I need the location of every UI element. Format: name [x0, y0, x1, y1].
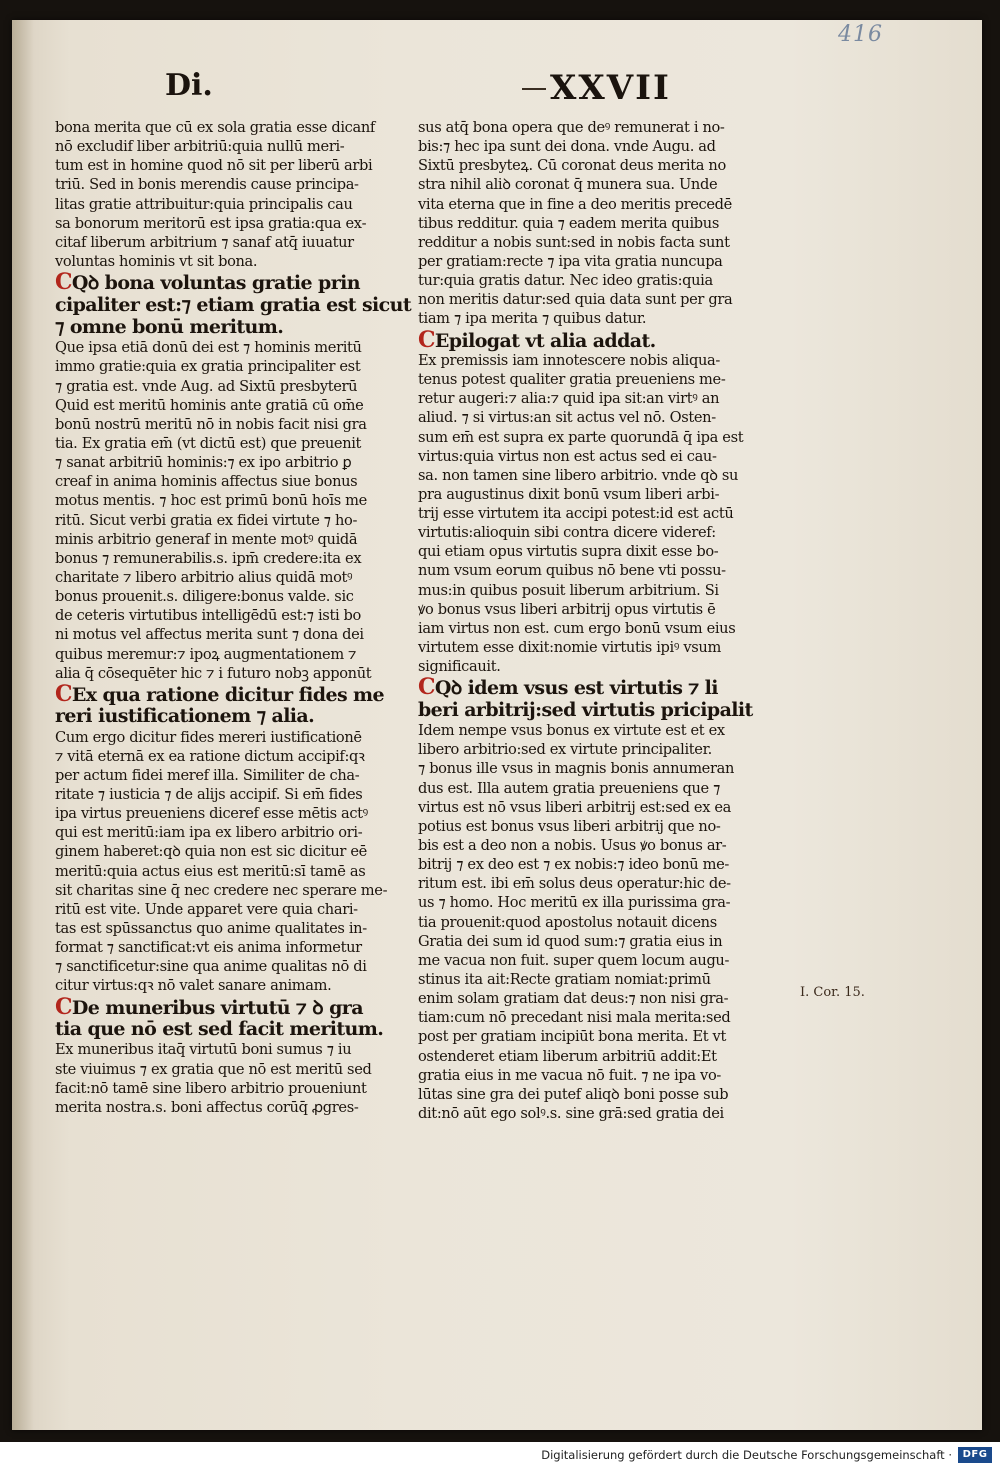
- text-line: Sixtū presbyteꝝ. Cū coronat deus merita no: [418, 157, 726, 175]
- text-line: ritū est vite. Unde apparet vere quia chari‑: [55, 900, 358, 918]
- section-heading-line: [55, 316, 425, 338]
- left-text-column: [55, 118, 425, 1117]
- text-line: citur virtus:qꝛ nō valet sanare animam.: [55, 977, 332, 995]
- section-heading-line: [55, 993, 425, 1020]
- text-line: bis est a deo non a nobis. Usus ꝟo bonus ar‑: [418, 836, 727, 854]
- text-line: tur:quia gratis datur. Nec ideo gratis:quia: [418, 272, 713, 290]
- margin-reference-note: I. Cor. 15.: [800, 985, 865, 1000]
- text-line: post per gratiam incipiūt bona merita. Et vt: [418, 1028, 726, 1046]
- rubricated-initial: C: [418, 326, 435, 353]
- heading-text: cipaliter est:⁊ etiam gratia est sicut: [55, 293, 412, 316]
- text-line: bonū nostrū meritū nō in nobis facit nisi gra: [55, 415, 367, 433]
- text-line: num vsum eorum quibus nō bene vti possu‑: [418, 562, 726, 580]
- text-line: ⁊ sanctificetur:sine qua anime qualitas nō di: [55, 958, 367, 976]
- page-number: XXVII: [550, 68, 671, 108]
- footer-bar: [0, 1442, 1000, 1469]
- section-heading-line: [418, 674, 798, 701]
- text-line: bitrij ⁊ ex deo est ⁊ ex nobis:⁊ ideo bonū me‑: [418, 856, 729, 874]
- text-line: Idem nempe vsus bonus ex virtute est et ex: [418, 722, 725, 740]
- heading-text: tia que nō est sed facit meritum.: [55, 1017, 384, 1040]
- text-line: virtutem esse dixit:nomie virtutis ipiꝰ vsum: [418, 639, 721, 657]
- text-line: pra augustinus dixit bonū vsum liberi arbi‑: [418, 485, 720, 503]
- heading-text: Epilogat vt alia addat.: [434, 329, 656, 352]
- text-line: Gratia dei sum id quod sum:⁊ gratia eius in: [418, 932, 723, 950]
- heading-text: reri iustificationem ⁊ alia.: [55, 705, 315, 728]
- right-text-column: [418, 118, 798, 1123]
- text-line: dus est. Illa autem gratia preueniens que ⁊: [418, 779, 720, 797]
- page-gutter-shadow: [12, 20, 34, 1430]
- text-line: facit:nō tamē sine libero arbitrio proueniunt: [55, 1079, 367, 1097]
- running-head-dash: [522, 88, 546, 90]
- text-line: dit:nō aūt ego solꝰ.s. sine grā:sed gratia dei: [418, 1104, 724, 1122]
- text-line: ginem haberet:qꝺ quia non est sic dicitur eē: [55, 843, 367, 861]
- text-line: ipa virtus preueniens diceref esse mētis actꝰ: [55, 805, 368, 823]
- funding-credit: Digitalisierung gefördert durch die Deutsche Forschungsgemeinschaft ·: [541, 1448, 952, 1462]
- text-line: format ⁊ sanctificat:vt eis anima informetur: [55, 939, 362, 957]
- text-line: vita eterna que in fine a deo meritis precedē: [418, 195, 732, 213]
- text-line: trij esse virtutem ita accipi potest:id est actū: [418, 505, 734, 523]
- text-line: redditur a nobis sunt:sed in nobis facta sunt: [418, 233, 730, 251]
- text-line: me vacua non fuit. super quem locum augu‑: [418, 951, 730, 969]
- section-heading-line: [418, 326, 798, 353]
- text-line: ritum est. ibi em̄ solus deus operatur:hic de‑: [418, 875, 731, 893]
- text-line: triū. Sed in bonis merendis cause principa‑: [55, 176, 359, 194]
- text-line: sus atq̄ bona opera que deꝰ remunerat i no‑: [418, 119, 725, 136]
- text-line: iam virtus non est. cum ergo bonū vsum eius: [418, 619, 736, 637]
- text-line: tenus potest qualiter gratia preueniens me‑: [418, 371, 726, 389]
- text-line: tiam:cum nō precedant nisi mala merita:sed: [418, 1009, 731, 1027]
- text-line: citaf liberum arbitrium ⁊ sanaf atq̄ iuuatur: [55, 233, 354, 251]
- text-line: potius est bonus vsus liberi arbitrij que no‑: [418, 817, 721, 835]
- text-line: stinus ita ait:Recte gratiam nomiat:primū: [418, 970, 711, 988]
- text-line: sit charitas sine q̄ nec credere nec sperare me‑: [55, 881, 388, 899]
- text-line: Quid est meritū hominis ante gratiā cū om̄e: [55, 396, 364, 414]
- text-line: bonus prouenit.s. diligere:bonus valde. sic: [55, 588, 354, 606]
- section-heading-line: [55, 269, 425, 296]
- text-line: Que ipsa etiā donū dei est ⁊ hominis meritū: [55, 339, 362, 357]
- text-line: Ex muneribus itaq̄ virtutū boni sumus ⁊ iu: [55, 1041, 352, 1059]
- section-heading-line: [55, 1018, 425, 1040]
- running-head: Di.: [165, 68, 213, 103]
- text-line: bis:⁊ hec ipa sunt dei dona. vnde Augu. ad: [418, 138, 716, 156]
- text-line: virtus:quia virtus non est actus sed ei cau‑: [418, 447, 717, 465]
- text-line: us ⁊ homo. Hoc meritū ex illa purissima gra‑: [418, 894, 731, 912]
- text-line: qui etiam opus virtutis supra dixit esse bo‑: [418, 543, 719, 561]
- text-line: non meritis datur:sed quia data sunt per gra: [418, 291, 733, 309]
- text-line: charitate ⁊ libero arbitrio alius quidā motꝰ: [55, 568, 353, 586]
- text-line: libero arbitrio:sed ex virtute principaliter.: [418, 741, 712, 759]
- heading-text: Qꝺ bona voluntas gratie prin: [71, 272, 360, 295]
- text-line: sa bonorum meritorū est ipsa gratia:qua ex‑: [55, 214, 367, 232]
- text-line: merita nostra.s. boni affectus corūq̄ ꝓgres‑: [55, 1098, 359, 1116]
- heading-text: ⁊ omne bonū meritum.: [55, 315, 284, 338]
- text-line: creaf in anima hominis affectus siue bonus: [55, 473, 358, 491]
- text-line: ostenderet etiam liberum arbitriū addit:Et: [418, 1047, 717, 1065]
- section-heading-line: [418, 699, 798, 721]
- heading-text: beri arbitrij:sed virtutis pricipalit: [418, 698, 753, 721]
- text-line: per actum fidei meref illa. Similiter de cha‑: [55, 766, 360, 784]
- rubricated-initial: C: [55, 269, 72, 296]
- text-line: Ex premissis iam innotescere nobis aliqua‑: [418, 351, 720, 369]
- text-line: enim solam gratiam dat deus:⁊ non nisi gra‑: [418, 990, 729, 1008]
- text-line: lūtas sine gra dei putef aliqꝺ boni posse sub: [418, 1085, 729, 1103]
- text-line: motus mentis. ⁊ hoc est primū bonū hoīs me: [55, 492, 367, 510]
- text-line: sum em̄ est supra ex parte quorundā q̄ ipa est: [418, 428, 744, 446]
- text-line: minis arbitrio generaf in mente motꝰ quidā: [55, 530, 358, 548]
- section-heading-line: [55, 680, 425, 707]
- text-line: mus:in quibus posuit liberum arbitrium. Si: [418, 581, 719, 599]
- text-line: tibus redditur. quia ⁊ eadem merita quibus: [418, 214, 719, 232]
- text-line: retur augeri:⁊ alia:⁊ quid ipa sit:an virtꝰ an: [418, 390, 720, 408]
- text-line: tas est spūssanctus quo anime qualitates in‑: [55, 920, 367, 938]
- text-line: nō excludif liber arbitriū:quia nullū meri‑: [55, 138, 345, 156]
- section-heading-line: [55, 705, 425, 727]
- text-line: ⁊ vitā eternā ex ea ratione dictum accipif:qꝛ: [55, 747, 365, 765]
- text-line: voluntas hominis vt sit bona.: [55, 252, 258, 270]
- heading-text: Qꝺ idem vsus est virtutis ⁊ li: [434, 677, 718, 700]
- text-line: bona merita que cū ex sola gratia esse dicanf: [55, 119, 375, 136]
- text-line: tum est in homine quod nō sit per liberū arbi: [55, 157, 373, 175]
- text-line: litas gratie attribuitur:quia principalis cau: [55, 195, 353, 213]
- heading-text: Ex qua ratione dicitur fides me: [71, 683, 385, 706]
- text-line: qui est meritū:iam ipa ex libero arbitrio ori‑: [55, 824, 363, 842]
- text-line: alia q̄ cōsequēter hic ⁊ i futuro nobꝫ apponūt: [55, 664, 372, 682]
- text-line: meritū:quia actus eius est meritū:sī tamē as: [55, 862, 366, 880]
- text-line: ⁊ bonus ille vsus in magnis bonis annumeran: [418, 760, 734, 778]
- folio-annotation: 416: [838, 22, 883, 47]
- text-line: ritate ⁊ iusticia ⁊ de alijs accipif. Si em̄ fides: [55, 786, 363, 804]
- text-line: tiam ⁊ ipa merita ⁊ quibus datur.: [418, 310, 647, 328]
- rubricated-initial: C: [418, 674, 435, 701]
- text-line: Cum ergo dicitur fides mereri iustificationē: [55, 728, 362, 746]
- text-line: virtutis:alioquin sibi contra dicere videref:: [418, 524, 716, 542]
- text-line: tia prouenit:quod apostolus notauit dicens: [418, 913, 717, 931]
- text-line: immo gratie:quia ex gratia principaliter est: [55, 358, 361, 376]
- dfg-logo: DFG: [958, 1447, 992, 1463]
- text-line: de ceteris virtutibus intelligēdū est:⁊ isti bo: [55, 607, 361, 625]
- text-line: quibus meremur:⁊ ipoꝝ augmentationem ⁊: [55, 645, 357, 663]
- text-line: ritū. Sicut verbi gratia ex fidei virtute ⁊ ho‑: [55, 511, 358, 529]
- text-line: per gratiam:recte ⁊ ipa vita gratia nuncupa: [418, 252, 723, 270]
- text-line: ꝟo bonus vsus liberi arbitrij opus virtutis ē: [418, 600, 716, 618]
- text-line: bonus ⁊ remunerabilis.s. ipm̄ credere:ita ex: [55, 549, 362, 567]
- text-line: sa. non tamen sine libero arbitrio. vnde qꝺ su: [418, 466, 739, 484]
- text-line: ⁊ gratia est. vnde Aug. ad Sixtū presbyterū: [55, 377, 358, 395]
- rubricated-initial: C: [55, 993, 72, 1020]
- text-line: virtus est nō vsus liberi arbitrij est:sed ex ea: [418, 798, 732, 816]
- text-line: aliud. ⁊ si virtus:an sit actus vel nō. Osten‑: [418, 409, 716, 427]
- text-line: tia. Ex gratia em̄ (vt dictū est) que preuenit: [55, 435, 362, 452]
- rubricated-initial: C: [55, 680, 72, 707]
- text-line: significauit.: [418, 658, 501, 676]
- text-line: ste viuimus ⁊ ex gratia que nō est meritū sed: [55, 1060, 372, 1078]
- text-line: gratia eius in me vacua nō fuit. ⁊ ne ipa vo‑: [418, 1066, 721, 1084]
- text-line: ni motus vel affectus merita sunt ⁊ dona dei: [55, 626, 364, 644]
- text-line: stra nihil aliꝺ coronat q̄ munera sua. Unde: [418, 176, 718, 194]
- section-heading-line: [55, 294, 425, 316]
- heading-text: De muneribus virtutū ⁊ ꝺ gra: [71, 996, 363, 1019]
- text-line: ⁊ sanat arbitriū hominis:⁊ ex ipo arbitrio ꝑ: [55, 454, 352, 472]
